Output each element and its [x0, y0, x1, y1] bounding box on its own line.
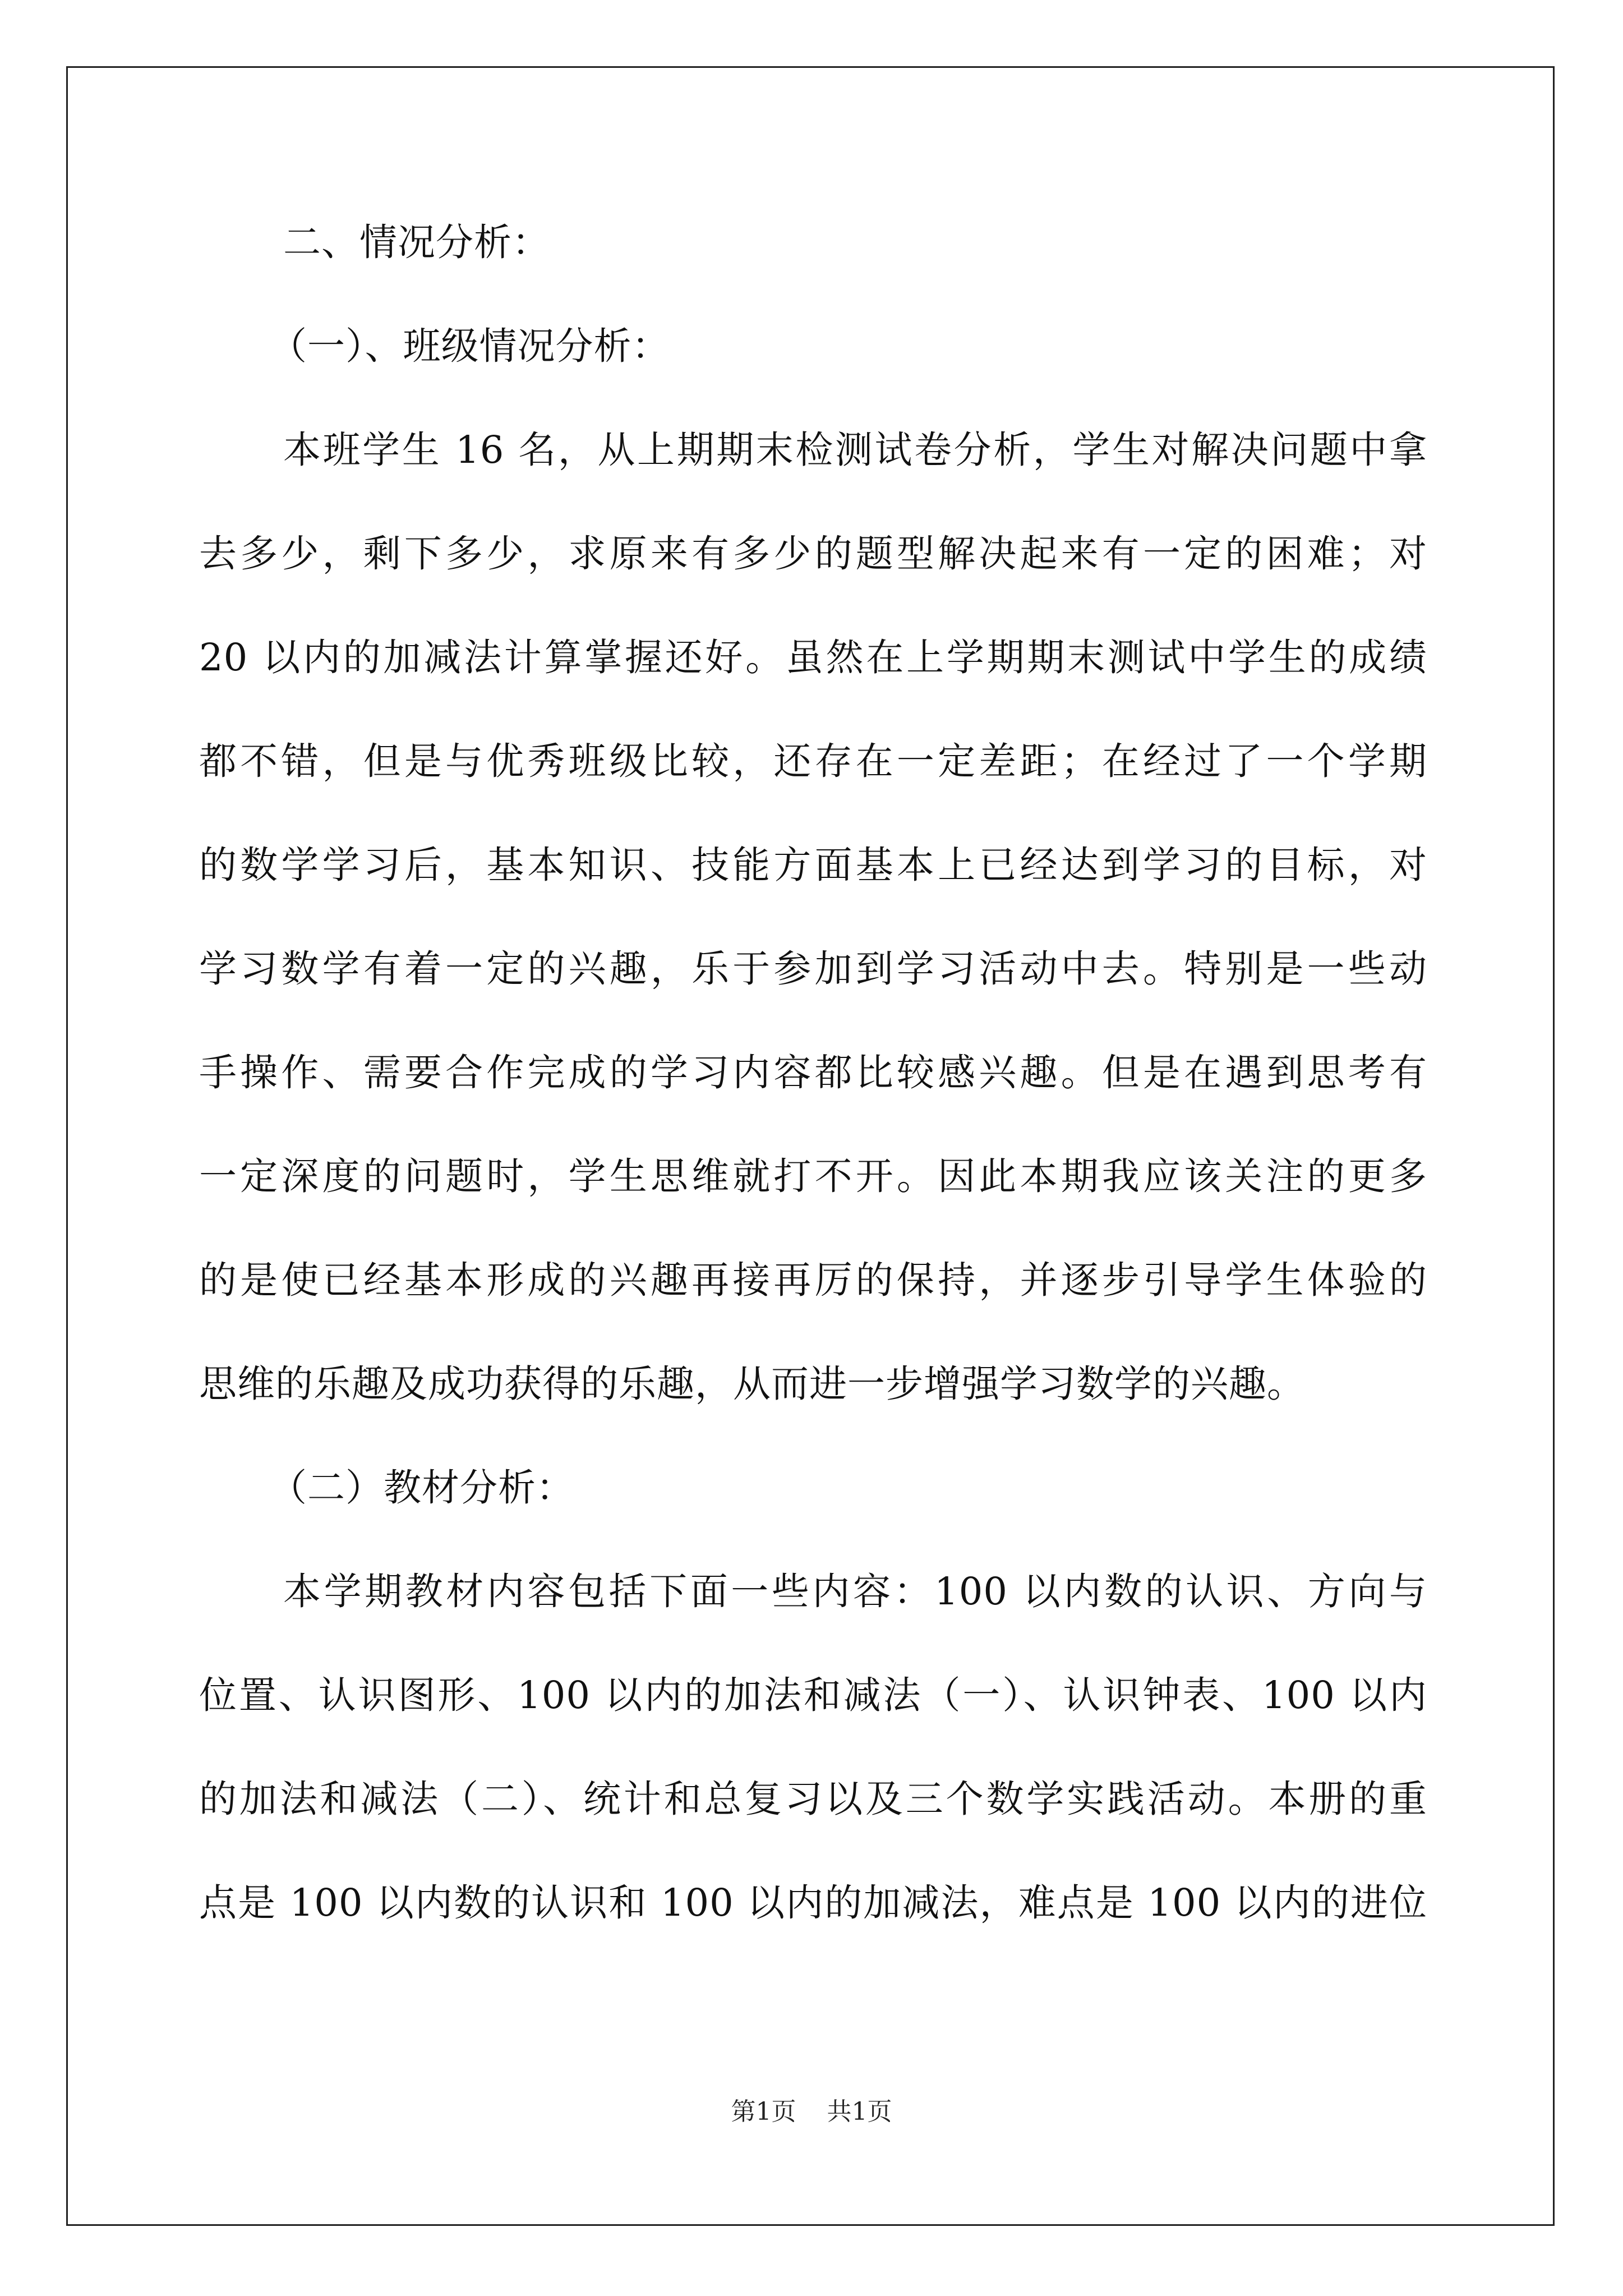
paragraph-line: 20 以内的加减法计算掌握还好。虽然在上学期期末测试中学生的成绩	[199, 636, 1427, 679]
paragraph-line: 的加法和减法（二）、统计和总复习以及三个数学实践活动。本册的重	[199, 1777, 1427, 1821]
document-body	[199, 216, 1427, 1980]
paragraph-line: 本学期教材内容包括下面一些内容：100 以内数的认识、方向与	[283, 1570, 1427, 1613]
paragraph-line: 都不错，但是与优秀班级比较，还存在一定差距；在经过了一个学期	[199, 739, 1427, 783]
page-total: 共1页	[827, 2097, 892, 2126]
subsection-heading-textbook-analysis: （二）教材分析：	[269, 1466, 574, 1510]
section-heading: 二、情况分析：	[283, 220, 550, 264]
page-number: 第1页	[731, 2097, 796, 2126]
paragraph-line: 位置、认识图形、100 以内的加法和减法（一）、认识钟表、100 以内	[199, 1673, 1427, 1717]
paragraph-line: 思维的乐趣及成功获得的乐趣，从而进一步增强学习数学的兴趣。	[199, 1362, 1305, 1406]
paragraph-line: 一定深度的问题时，学生思维就打不开。因此本期我应该关注的更多	[199, 1154, 1427, 1198]
paragraph-line: 去多少，剩下多少，求原来有多少的题型解决起来有一定的困难；对	[199, 532, 1427, 576]
paragraph-line: 的数学学习后，基本知识、技能方面基本上已经达到学习的目标，对	[199, 843, 1427, 887]
paragraph-line: 学习数学有着一定的兴趣，乐于参加到学习活动中去。特别是一些动	[199, 947, 1427, 991]
paragraph-line: 手操作、需要合作完成的学习内容都比较感兴趣。但是在遇到思考有	[199, 1051, 1427, 1094]
subsection-heading-class-analysis: （一）、班级情况分析：	[269, 324, 670, 368]
paragraph-class-analysis	[199, 424, 1427, 1411]
paragraph-line: 本班学生 16 名，从上期期末检测试卷分析，学生对解决问题中拿	[283, 428, 1427, 472]
paragraph-line: 的是使已经基本形成的兴趣再接再厉的保持，并逐步引导学生体验的	[199, 1258, 1427, 1302]
paragraph-line: 点是 100 以内数的认识和 100 以内的加减法，难点是 100 以内的进位	[199, 1881, 1427, 1925]
paragraph-textbook-analysis	[199, 1565, 1427, 1930]
page-footer	[0, 2095, 1623, 2129]
